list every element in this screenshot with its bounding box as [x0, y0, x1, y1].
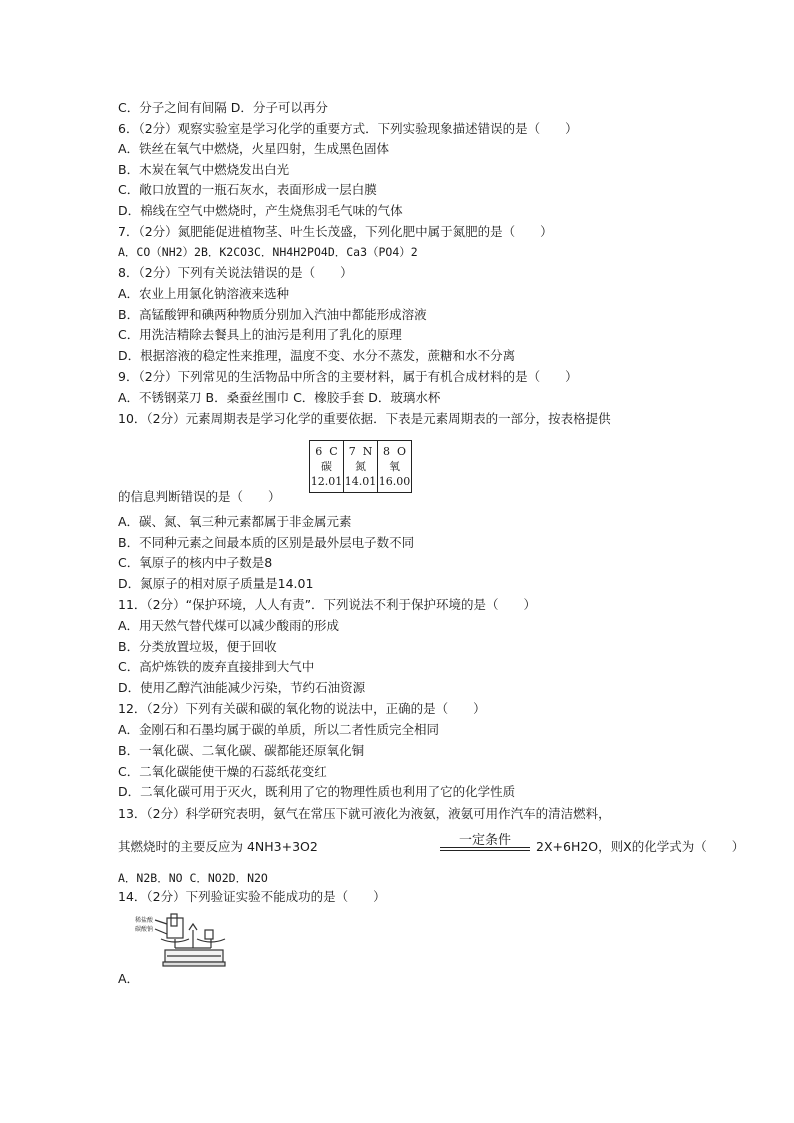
q10-option-a: A．碳、氮、氧三种元素都属于非金属元素: [118, 514, 352, 529]
q8-option-d: D．根据溶液的稳定性来推理，温度不变、水分不蒸发，蔗糖和水不分离: [118, 348, 516, 363]
q6-option-c: C．敞口放置的一瓶石灰水，表面形成一层白膜: [118, 182, 377, 197]
beaker-icon: [167, 918, 183, 938]
q8-option-b: B．高锰酸钾和碘两种物质分别加入汽油中都能形成溶液: [118, 307, 427, 322]
label-hydrochloric-acid: 稀盐酸: [135, 917, 154, 924]
q14-option-a: A．: [118, 971, 140, 986]
question-12: 12．（2分）下列有关碳和碳的氧化物的说法中，正确的是（ ）: [118, 701, 486, 716]
periodic-table-fragment: [309, 440, 412, 493]
q10-option-b: B．不同种元素之间最本质的区别是最外层电子数不同: [118, 535, 415, 550]
question-11: 11．（2分）“保护环境，人人有责”．下列说法不利于保护环境的是（ ）: [118, 597, 537, 612]
question-13: 13．（2分）科学研究表明，氨气在常压下就可液化为液氨，液氨可用作汽车的清洁燃料，: [118, 806, 611, 821]
label-sodium-carbonate: 碳酸钠: [135, 926, 154, 933]
balance-experiment-image: [135, 912, 239, 970]
q12-option-b: B．一氧化碳、二氧化碳、碳都能还原氧化铜: [118, 743, 365, 758]
element-cell-oxygen: 8 O 氧 16.00: [378, 441, 412, 493]
q8-option-c: C．用洗洁精除去餐具上的油污是利用了乳化的原理: [118, 327, 402, 342]
question-10: 10．（2分）元素周期表是学习化学的重要依据．下表是元素周期表的一部分，按表格提供: [118, 411, 611, 426]
q11-option-d: D．使用乙醇汽油能减少污染，节约石油资源: [118, 680, 366, 695]
element-cell-nitrogen: 7 N 氮 14.01: [344, 441, 378, 493]
q10-option-d: D．氮原子的相对原子质量是14.01: [118, 576, 314, 591]
q6-option-b: B．木炭在氧气中燃烧发出白光: [118, 162, 290, 177]
question-9: 9．（2分）下列常见的生活物品中所含的主要材料，属于有机合成材料的是（ ）: [118, 369, 578, 384]
reaction-suffix: 2X+6H2O，则X的化学式为（ ）: [536, 839, 745, 854]
q13-options: A．N2B．NO C．NO2D．N2O: [118, 871, 268, 885]
question-8: 8．（2分）下列有关说法错误的是（ ）: [118, 265, 353, 280]
reaction-equals-sign: [440, 847, 530, 848]
q6-option-d: D．棉线在空气中燃烧时，产生烧焦羽毛气味的气体: [118, 203, 403, 218]
question-10-cont: 的信息判断错误的是（ ）: [118, 489, 281, 504]
q8-option-a: A．农业上用氯化钠溶液来选种: [118, 286, 290, 301]
reaction-prefix: 其燃烧时的主要反应为 4NH3+3O2: [118, 839, 318, 854]
q12-option-c: C．二氧化碳能使干燥的石蕊纸花变红: [118, 764, 327, 779]
q10-option-c: C．氧原子的核内中子数是8: [118, 555, 273, 570]
q11-option-a: A．用天然气替代煤可以减少酸雨的形成: [118, 618, 340, 633]
element-cell-carbon: 6 C 碳 12.01: [310, 441, 344, 493]
q9-options: A．不锈钢菜刀 B．桑蚕丝围巾 C．橡胶手套 D．玻璃水杯: [118, 390, 441, 405]
q11-option-c: C．高炉炼铁的废弃直接排到大气中: [118, 659, 315, 674]
q12-option-a: A．金刚石和石墨均属于碳的单质，所以二者性质完全相同: [118, 722, 440, 737]
question-7: 7．（2分）氮肥能促进植物茎、叶生长茂盛，下列化肥中属于氮肥的是（ ）: [118, 224, 553, 239]
q12-option-d: D．二氧化碳可用于灭火，既利用了它的物理性质也利用了它的化学性质: [118, 784, 516, 799]
option-5c-5d: C．分子之间有间隔 D．分子可以再分: [118, 100, 328, 115]
question-14: 14．（2分）下列验证实验不能成功的是（ ）: [118, 889, 386, 904]
reaction-condition: 一定条件: [458, 833, 511, 848]
q11-option-b: B．分类放置垃圾，便于回收: [118, 639, 277, 654]
q7-options: A．CO（NH2）2B．K2CO3C．NH4H2PO4D．Ca3（PO4）2: [118, 245, 418, 259]
question-6: 6．（2分）观察实验室是学习化学的重要方式．下列实验现象描述错误的是（ ）: [118, 121, 578, 136]
q6-option-a: A．铁丝在氧气中燃烧，火星四射，生成黑色固体: [118, 141, 390, 156]
